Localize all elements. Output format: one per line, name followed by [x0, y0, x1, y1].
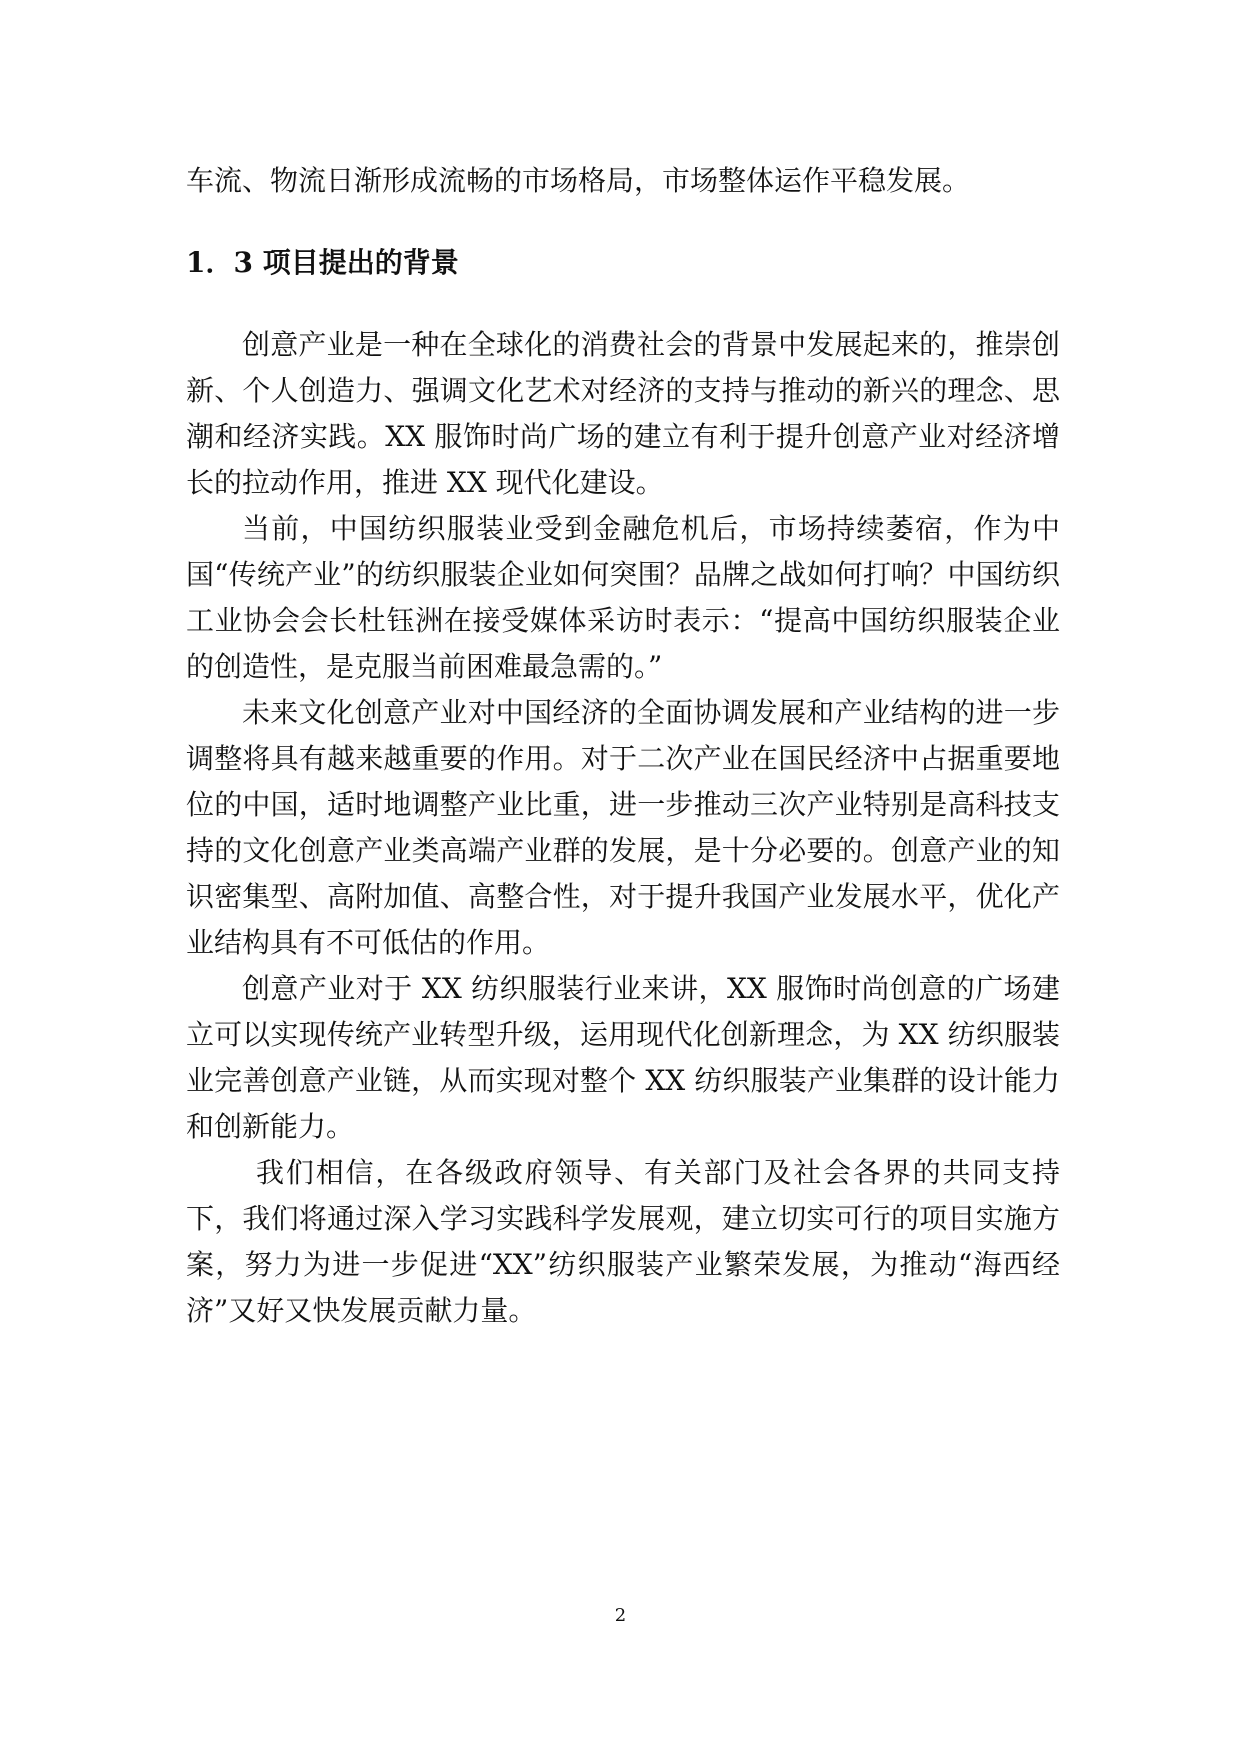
body-paragraph-3: 未来文化创意产业对中国经济的全面协调发展和产业结构的进一步调整将具有越来越重要的作用。对于二次产业在国民经济中占据重要地位的中国，适时地调整产业比重，进一步推动三次产业特别是高科技支持的文化创意产业类高端产业群的发展，是十分必要的。创意产业的知识密集型、高附加值、高整合性，对于提升我国产业发展水平，优化产业结构具有不可低估的作用。: [186, 696, 1060, 959]
continuation-paragraph: 车流、物流日渐形成流畅的市场格局，市场整体运作平稳发展。: [186, 164, 971, 197]
document-body: [186, 158, 1060, 1334]
body-paragraph-5: 我们相信，在各级政府领导、有关部门及社会各界的共同支持下，我们将通过深入学习实践科学发展观，建立切实可行的项目实施方案，努力为进一步促进“XX”纺织服装产业繁荣发展，为推动“海西经济”又好又快发展贡献力量。: [186, 1156, 1060, 1327]
body-paragraph-4: 创意产业对于 XX 纺织服装行业来讲，XX 服饰时尚创意的广场建立可以实现传统产业转型升级，运用现代化创新理念，为 XX 纺织服装业完善创意产业链，从而实现对整个 XX 纺织服装产业集群的设计能力和创新能力。: [186, 972, 1060, 1143]
body-paragraph-2: 当前，中国纺织服装业受到金融危机后，市场持续萎宿，作为中国“传统产业”的纺织服装企业如何突围？品牌之战如何打响？中国纺织工业协会会长杜钰洲在接受媒体采访时表示：“提高中国纺织服装企业的创造性，是克服当前困难最急需的。”: [186, 512, 1060, 683]
page-number: 2: [614, 1605, 627, 1626]
section-heading: 1．3 项目提出的背景: [186, 246, 459, 279]
body-paragraph-1: 创意产业是一种在全球化的消费社会的背景中发展起来的，推崇创新、个人创造力、强调文化艺术对经济的支持与推动的新兴的理念、思潮和经济实践。XX 服饰时尚广场的建立有利于提升创意产业对经济增长的拉动作用，推进 XX 现代化建设。: [186, 328, 1060, 499]
